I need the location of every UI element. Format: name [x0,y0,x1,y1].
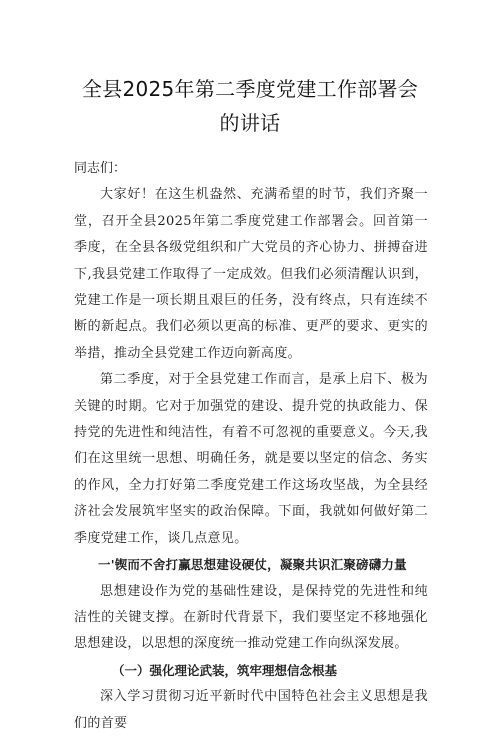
paragraph-1: 大家好！在这生机盎然、充满希望的时节，我们齐聚一堂，召开全县2025年第二季度党建工作部署会。回首第一季度，在全县各级党组织和广大党员的齐心协力、拼搏奋进下,我县党建工作取得了一定成效。但我们必须清醒认识到，党建工作是一项长期且艰巨的任务，没有终点，只有连续不断的新起点。我们必须以更高的标准、更严的要求、更实的举措，推动全县党建工作迈向新高度。 [74,187,428,361]
salutation: 同志们： [74,161,127,176]
document-title: 全县2025年第二季度党建工作部署会的讲话 [81,77,419,135]
paragraph-2: 第二季度，对于全县党建工作而言，是承上启下、极为关键的时期。它对于加强党的建设、提升党的执政能力、保持党的先进性和纯洁性，有着不可忽视的重要意义。今天,我们在这里统一思想、明确任务，就是要以坚定的信念、务实的作风，全力打好第二季度党建工作这场攻坚战，为全县经济社会发展筑牢坚实的政治保障。下面，我就如何做好第二季度党建工作，谈几点意见。 [74,372,428,546]
paragraph-4: 深入学习贯彻习近平新时代中国特色社会主义思想是我们的首要 [74,689,428,731]
document-body [74,156,428,737]
subsection-heading-1: （一）强化理论武装，筑牢理想信念根基 [112,662,338,678]
paragraph-3: 思想建设作为党的基础性建设，是保持党的先进性和纯洁性的关键支撑。在新时代背景下，我们要坚定不移地强化思想建设，以思想的深度统一推动党建工作向纵深发展。 [74,583,428,652]
section-heading-1: 一'锲而不舍打赢思想建设硬仗，凝聚共识汇聚磅礴力量 [98,557,407,573]
